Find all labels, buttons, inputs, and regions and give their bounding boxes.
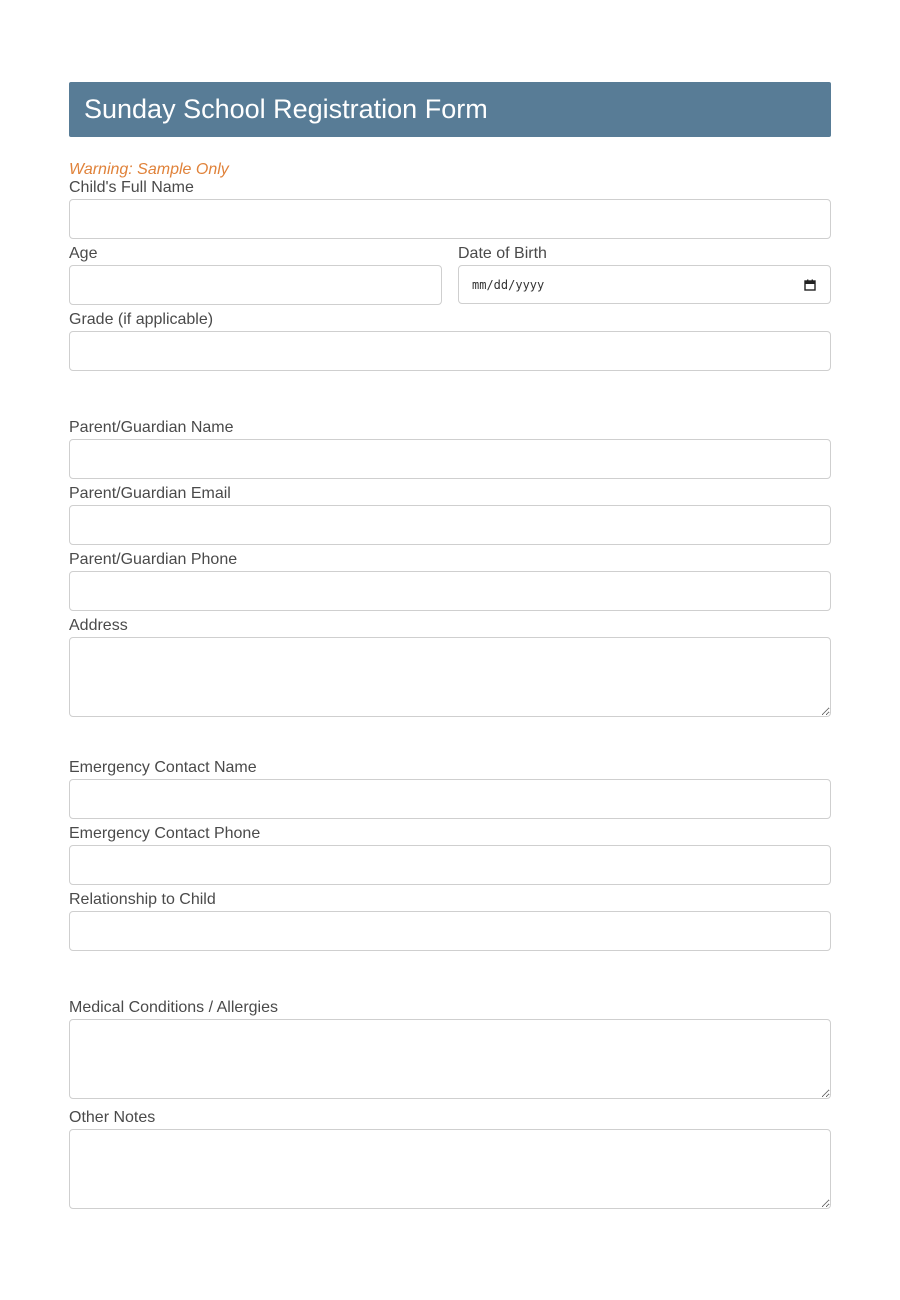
relationship-label: Relationship to Child (69, 891, 216, 908)
age-field (69, 245, 442, 305)
dob-input[interactable] (458, 265, 831, 304)
age-input[interactable] (69, 265, 442, 305)
grade-label: Grade (if applicable) (69, 311, 214, 328)
dob-field (458, 245, 831, 305)
dob-placeholder: mm/dd/yyyy (472, 277, 545, 292)
dob-label: Date of Birth (458, 245, 547, 262)
address-label: Address (69, 617, 128, 634)
parent-phone-input[interactable] (69, 571, 831, 611)
age-label: Age (69, 245, 98, 262)
parent-email-label: Parent/Guardian Email (69, 485, 231, 502)
medical-label: Medical Conditions / Allergies (69, 999, 278, 1016)
medical-textarea[interactable] (69, 1019, 831, 1099)
grade-input[interactable] (69, 331, 831, 371)
emergency-phone-input[interactable] (69, 845, 831, 885)
notes-textarea[interactable] (69, 1129, 831, 1209)
child-name-field (69, 179, 831, 239)
address-field (69, 617, 831, 717)
sample-warning: Warning: Sample Only (69, 161, 229, 178)
child-name-input[interactable] (69, 199, 831, 239)
relationship-field (69, 891, 831, 951)
emergency-name-label: Emergency Contact Name (69, 759, 257, 776)
parent-email-input[interactable] (69, 505, 831, 545)
emergency-phone-label: Emergency Contact Phone (69, 825, 261, 842)
grade-field (69, 311, 831, 371)
notes-field (69, 1109, 831, 1209)
relationship-input[interactable] (69, 911, 831, 951)
emergency-name-input[interactable] (69, 779, 831, 819)
child-name-label: Child's Full Name (69, 179, 194, 196)
address-textarea[interactable] (69, 637, 831, 717)
medical-field (69, 999, 831, 1099)
parent-email-field (69, 485, 831, 545)
parent-name-input[interactable] (69, 439, 831, 479)
parent-phone-label: Parent/Guardian Phone (69, 551, 238, 568)
form-title: Sunday School Registration Form (84, 94, 488, 124)
age-dob-row (69, 245, 831, 305)
emergency-name-field (69, 759, 831, 819)
emergency-phone-field (69, 825, 831, 885)
parent-name-field (69, 419, 831, 479)
calendar-icon[interactable] (804, 279, 816, 291)
registration-form (69, 82, 831, 1209)
parent-name-label: Parent/Guardian Name (69, 419, 234, 436)
form-header (69, 82, 831, 137)
notes-label: Other Notes (69, 1109, 156, 1126)
parent-phone-field (69, 551, 831, 611)
